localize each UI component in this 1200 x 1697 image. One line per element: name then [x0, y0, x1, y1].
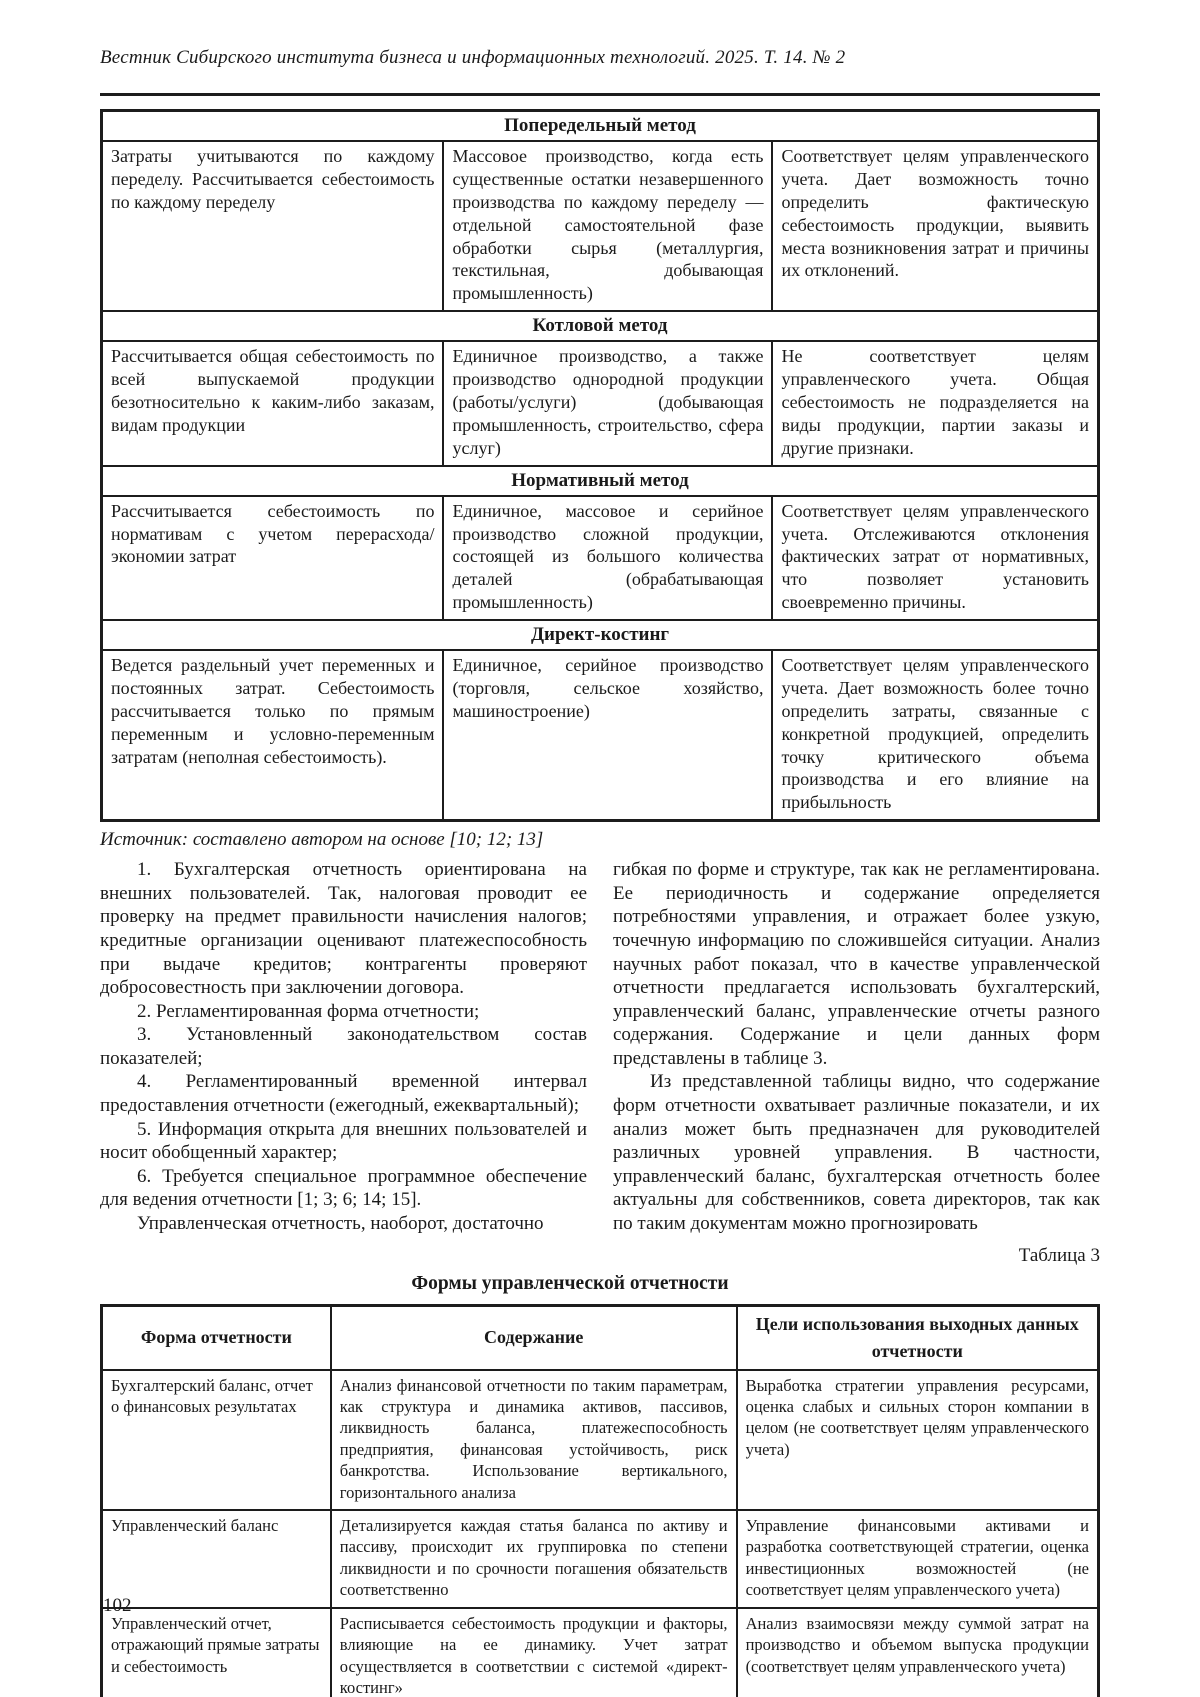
left-column: [100, 858, 587, 1236]
paragraph: 2. Регламентированная форма отчетности;: [137, 1000, 480, 1022]
header-divider: [100, 93, 1100, 96]
table-row: [102, 650, 1099, 821]
column-header: Цели использования выходных данных отчетности: [737, 1305, 1099, 1370]
paragraph: 3. Установленный законодательством состав показателей;: [100, 1024, 587, 1069]
paragraph: 1. Бухгалтерская отчетность ориентирована на внешних пользователей. Так, налоговая проводит ее проверку на предмет правильности начисления налогов; кредитные организации оценивают платежеспособность при выдаче кредитов; контрагенты проверяют добросовестность при заключении договора.: [100, 859, 587, 999]
paragraph: 5. Информация открыта для внешних пользователей и носит обобщенный характер;: [100, 1118, 587, 1164]
page-number: 102: [103, 1595, 132, 1616]
table-cell: Не соответствует целям управленческого учета. Общая себестоимость не подразделяется на виды продукции, партии заказы и другие признаки.: [772, 341, 1098, 465]
running-head: Вестник Сибирского института бизнеса и информационных технологий. 2025. Т. 14. № 2: [100, 47, 846, 68]
paragraph: Управленческая отчетность, наоборот, достаточно: [137, 1213, 544, 1235]
table-cell: Детализируется каждая статья баланса по активу и пассиву, происходит их группировка по степени ликвидности и по срочности погашения обязательств соответственно: [331, 1510, 737, 1608]
table-cell: Единичное производство, а также производство однородной продукции (работы/услуги) (добывающая промышленность, строительство, сфера услуг): [443, 341, 772, 465]
section-header-row: [102, 311, 1099, 341]
section-header-row: [102, 620, 1099, 650]
section-title: Котловой метод: [102, 311, 1099, 341]
table-cell: Управление финансовыми активами и разработка соответствующей стратегии, оценка инвестиционных возможностей (не соответствует целям управленческого учета): [737, 1510, 1099, 1608]
table-cell: Единичное, массовое и серийное производство сложной продукции, состоящей из большого количества деталей (обрабатывающая промышленность): [443, 496, 772, 620]
column-header: Форма отчетности: [102, 1305, 331, 1370]
table-cell: Массовое производство, когда есть существенные остатки незавершенного производства по каждому переделу — отдельной самостоятельной фазе обработки сырья (металлургия, текстильная, добывающая промышленность): [443, 141, 772, 311]
table-cell: Управленческий отчет, отражающий прямые затраты и себестоимость: [102, 1608, 331, 1697]
section-header-row: [102, 111, 1099, 142]
table-cell: Управленческий баланс: [102, 1510, 331, 1608]
table-cell: Соответствует целям управленческого учета. Дает возможность точно определить фактическую себестоимость продукции, выявить места возникновения затрат и причины их отклонений.: [772, 141, 1098, 311]
table-row: [102, 1608, 1099, 1697]
source-note: Источник: составлено автором на основе [10; 12; 13]: [100, 829, 544, 851]
body-columns: [100, 858, 1100, 1236]
table-cell: Соответствует целям управленческого учета. Отслеживаются отклонения фактических затрат от нормативных, что позволяет установить своевременно причины.: [772, 496, 1098, 620]
table-cell: Ведется раздельный учет переменных и постоянных затрат. Себестоимость рассчитывается только по прямым переменным и условно-переменным затратам (неполная себестоимость).: [102, 650, 444, 821]
table-row: [102, 341, 1099, 465]
paragraph: 4. Регламентированный временной интервал предоставления отчетности (ежегодный, ежеквартальный);: [100, 1071, 587, 1117]
paragraph: гибкая по форме и структуре, так как не регламентирована. Ее периодичность и содержание определяется потребностями управления, и отражает более узкую, точечную информацию по сложившейся ситуации. Анализ научных работ показал, что в качестве управленческой отчетности предлагается использовать бухгалтерский, управленческий баланс, управленческие отчеты разного содержания. Содержание и цели данных форм представлены в таблице 3.: [613, 859, 1100, 1069]
table-title: Формы управленческой отчетности: [411, 1272, 729, 1294]
section-title: Директ-костинг: [102, 620, 1099, 650]
table-cell: Соответствует целям управленческого учета. Дает возможность более точно определить затраты, связанные с конкретной продукцией, определить точку критического объема производства и его влияние на прибыльность: [772, 650, 1098, 821]
paragraph: Из представленной таблицы видно, что содержание форм отчетности охватывает различные показатели, и их анализ может быть предназначен для руководителей различных уровней управления. В частности, управленческий баланс, бухгалтерская отчетность более актуальны для собственников, совета директоров, так как по таким документам можно прогнозировать: [613, 1071, 1100, 1235]
table-cell: Выработка стратегии управления ресурсами, оценка слабых и сильных сторон компании в целом (не соответствует целям управленческого учета): [737, 1370, 1099, 1510]
table-row: [102, 1510, 1099, 1608]
table-row: [102, 141, 1099, 311]
section-title: Попередельный метод: [102, 111, 1099, 142]
paragraph: 6. Требуется специальное программное обеспечение для ведения отчетности [1; 3; 6; 14; 15].: [100, 1165, 587, 1211]
table-caption: Таблица 3: [1018, 1244, 1100, 1266]
section-header-row: [102, 466, 1099, 496]
table-cell: Анализ финансовой отчетности по таким параметрам, как структура и динамика активов, пассивов, ликвидность баланса, платежеспособность предприятия, финансовая устойчивость, риск банкротства. Использование вертикального, горизонтального анализа: [331, 1370, 737, 1510]
right-column: [613, 858, 1100, 1236]
table-cell: Единичное, серийное производство (торговля, сельское хозяйство, машиностроение): [443, 650, 772, 821]
table-row: [102, 496, 1099, 620]
reporting-forms-table: [100, 1304, 1100, 1697]
table-cell: Рассчитывается общая себестоимость по всей выпускаемой продукции безотносительно к каким-либо заказам, видам продукции: [102, 341, 444, 465]
table-cell: Затраты учитываются по каждому переделу. Рассчитывается себестоимость по каждому переделу: [102, 141, 444, 311]
section-title: Нормативный метод: [102, 466, 1099, 496]
table-cell: Расписывается себестоимость продукции и факторы, влияющие на ее динамику. Учет затрат осуществляется в соответствии с системой «директ-костинг»: [331, 1608, 737, 1697]
table-cell: Бухгалтерский баланс, отчет о финансовых результатах: [102, 1370, 331, 1510]
table-cell: Рассчитывается себестоимость по нормативам с учетом перерасхода/экономии затрат: [102, 496, 444, 620]
page-content: [100, 0, 1100, 1697]
table-row: [102, 1370, 1099, 1510]
table-cell: Анализ взаимосвязи между суммой затрат на производство и объемом выпуска продукции (соответствует целям управленческого учета): [737, 1608, 1099, 1697]
column-header: Содержание: [331, 1305, 737, 1370]
cost-methods-table: [100, 109, 1100, 822]
table-header-row: [102, 1305, 1099, 1370]
